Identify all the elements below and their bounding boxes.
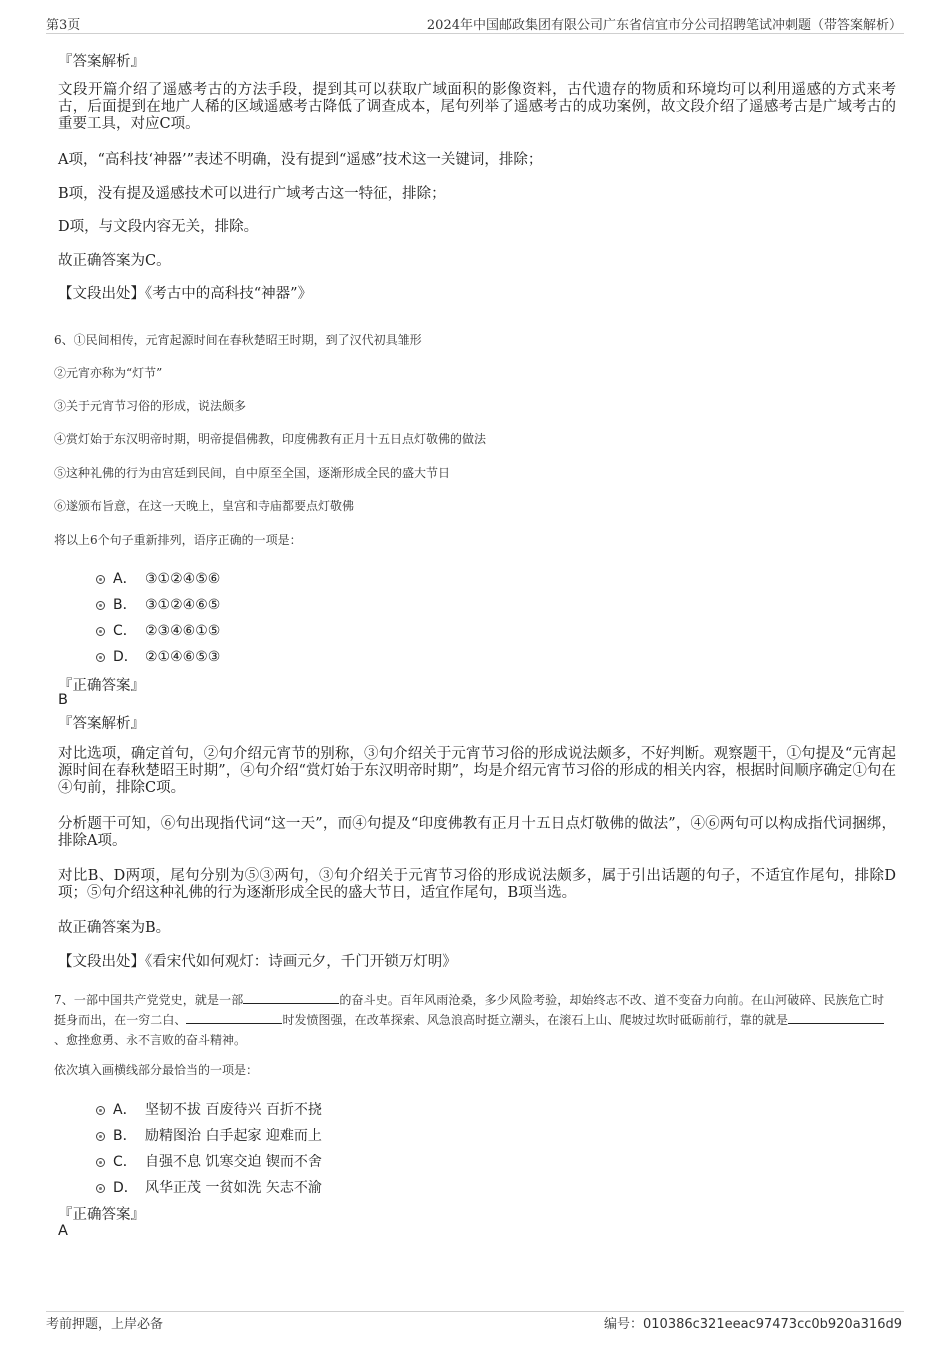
q6-analysis-p2: 分析题干可知，⑥句出现指代词“这一天”，而④句提及“印度佛教有正月十五日点灯敬佛的做法”，④⑥两句可以构成指代词捆绑，排除A项。 [58,816,896,849]
q6-analysis-p3: 对比B、D两项，尾句分别为⑤③两句，③句介绍关于元宵节习俗的形成说法颇多，属于引出话题的句子，不适宜作尾句，排除D项；⑤句介绍这种礼佛的行为逐渐形成全民的盛大节日，适宜作尾句，B项当选。 [58,868,896,901]
q6-sentence-6: ⑥遂颁布旨意，在这一天晚上，皇宫和寺庙都要点灯敬佛 [54,499,355,513]
document-title: 2024年中国邮政集团有限公司广东省信宜市分公司招聘笔试冲刺题（带答案解析） [426,18,902,33]
q6-option-a[interactable]: A． ③①②④⑤⑥ [96,568,220,588]
q6-source: 【文段出处】《看宋代如何观灯：诗画元夕，千门开锁万灯明》 [58,954,457,970]
q5-source: 【文段出处】《考古中的高科技“神器”》 [58,286,313,302]
footer-code: 编号：010386c321eeac97473cc0b920a316d9 [604,1317,902,1332]
q7-option-c[interactable]: C． 自强不息 饥寒交迫 锲而不舍 [96,1151,322,1171]
q6-answer: B [58,692,68,708]
q7-blank-3[interactable] [788,1011,884,1024]
q7-answer: A [58,1223,68,1239]
q7-prompt: 依次填入画横线部分最恰当的一项是： [54,1063,259,1077]
q6-answer-label: 『正确答案』 [58,678,145,694]
q7-blank-1[interactable] [243,991,339,1004]
radio-icon[interactable] [96,627,105,636]
q5-analysis-p2: A项，“高科技‘神器’”表述不明确，没有提到“遥感”技术这一关键词，排除； [58,152,543,168]
radio-icon[interactable] [96,653,105,662]
footer-divider [46,1311,904,1312]
q6-analysis-p1: 对比选项，确定首句，②句介绍元宵节的别称，③句介绍关于元宵节习俗的形成说法颇多，不好判断。观察题干，①句提及“元宵起源时间在春秋楚昭王时期”，④句介绍“赏灯始于东汉明帝时期”，均是介绍元宵节习俗的形成的相关内容，根据时间顺序确定①句在④句前，排除C项。 [58,746,896,796]
q5-analysis-p1: 文段开篇介绍了遥感考古的方法手段，提到其可以获取广域面积的影像资料，古代遗存的物质和环境均可以利用遥感的方式来考古，后面提到在地广人稀的区域遥感考古降低了调查成本，尾句列举了遥感考古的成功案例，故文段介绍了遥感考古是广域考古的重要工具，对应C项。 [58,82,896,132]
q6-option-c[interactable]: C． ②③④⑥①⑤ [96,620,220,640]
q6-prompt: 将以上6个句子重新排列，语序正确的一项是： [54,533,302,547]
radio-icon[interactable] [96,1106,105,1115]
document-code: 010386c321eeac97473cc0b920a316d9 [643,1317,902,1332]
q7-option-a[interactable]: A． 坚韧不拔 百废待兴 百折不挠 [96,1099,322,1119]
q7-stem: 7、一部中国共产党党史，就是一部 的奋斗史。百年风雨沧桑，多少风险考验，却始终志不改、道不变奋力向前。在山河破碎、民族危亡时挺身而出，在一穷二白、 时发愤图强，在改革探索、风急浪高时挺立潮头，在滚石上山、爬坡过坎时砥砺前行，靠的就是、愈挫愈勇、永不言败的奋斗精神。 [54,993,884,1047]
q5-analysis-label: 『答案解析』 [58,54,145,70]
q5-answer-line: 故正确答案为C。 [58,253,171,269]
q7-blank-2[interactable] [186,1011,282,1024]
q6-analysis-label: 『答案解析』 [58,716,145,732]
q7-option-b[interactable]: B． 励精图治 白手起家 迎难而上 [96,1125,322,1145]
q6-sentence-4: ④赏灯始于东汉明帝时期，明帝提倡佛教，印度佛教有正月十五日点灯敬佛的做法 [54,432,487,446]
q6-option-d[interactable]: D． ②①④⑥⑤③ [96,646,220,666]
q6-sentence-5: ⑤这种礼佛的行为由宫廷到民间，自中原至全国，逐渐形成全民的盛大节日 [54,466,451,480]
radio-icon[interactable] [96,601,105,610]
q6-sentence-3: ③关于元宵节习俗的形成，说法颇多 [54,399,247,413]
q7-option-d[interactable]: D． 风华正茂 一贫如洗 矢志不渝 [96,1177,322,1197]
radio-icon[interactable] [96,575,105,584]
q6-sentence-2: ②元宵亦称为“灯节” [54,366,163,380]
q7-answer-label: 『正确答案』 [58,1207,145,1223]
q5-analysis-p4: D项，与文段内容无关，排除。 [58,219,259,235]
q6-sentence-1: 6、①民间相传，元宵起源时间在春秋楚昭王时期，到了汉代初具雏形 [54,333,422,347]
radio-icon[interactable] [96,1132,105,1141]
radio-icon[interactable] [96,1158,105,1167]
q5-analysis-p3: B项，没有提及遥感技术可以进行广域考古这一特征，排除； [58,186,446,202]
footer-slogan: 考前押题，上岸必备 [46,1317,164,1332]
q6-answer-line: 故正确答案为B。 [58,920,171,936]
header-divider [46,33,904,34]
radio-icon[interactable] [96,1184,105,1193]
q6-option-b[interactable]: B． ③①②④⑥⑤ [96,594,220,614]
page-number: 第3页 [46,18,81,33]
